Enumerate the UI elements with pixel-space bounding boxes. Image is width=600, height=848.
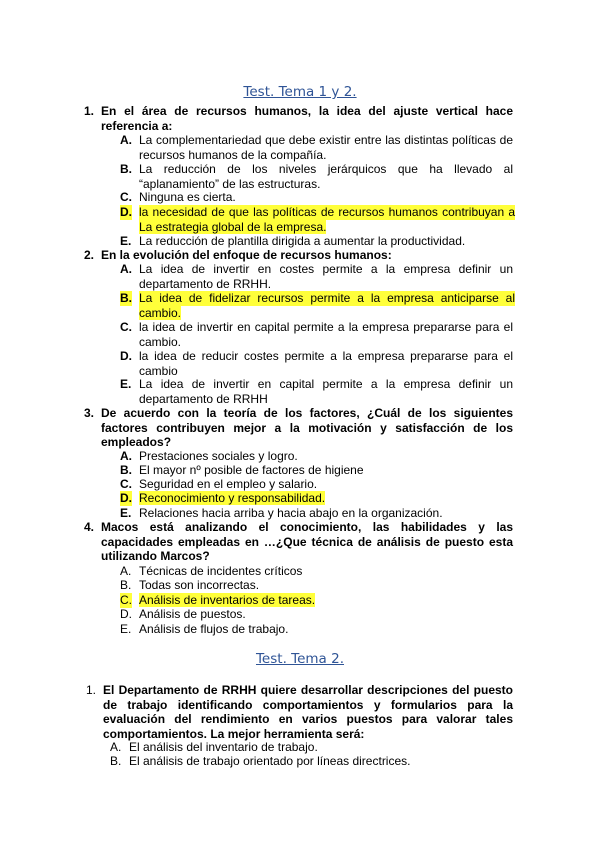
question-4: 4. Macos está analizando el conocimiento, las habilidades y las capacidades empleadas en …¿Que técnica de análisis de puesto esta utilizando Marcos?: [84, 520, 513, 563]
option-4c-highlighted: C. Análisis de inventarios de tareas.: [120, 593, 316, 607]
option-4e: E. Análisis de flujos de trabajo.: [120, 622, 289, 636]
option-1c: C. Ninguna es cierta.: [120, 190, 236, 204]
option-2a: A. La idea de invertir en costes permite a la empresa definir un departamento de RRHH.: [120, 262, 513, 291]
question-3: 3. De acuerdo con la teoría de los factores, ¿Cuál de los siguientes factores contribuyen mejor a la motivación y satisfacción de los empleados?: [84, 406, 513, 449]
heading-test-tema-1-y-2: Test. Tema 1 y 2.: [243, 84, 357, 100]
question-number: 1.: [84, 104, 95, 118]
option-2d: D. la idea de reducir costes permite a la empresa prepararse para el cambio: [120, 349, 513, 378]
option-4b: B. Todas son incorrectas.: [120, 578, 260, 592]
option-3d-highlighted: D. Reconocimiento y responsabilidad.: [120, 491, 326, 505]
option-3c: C. Seguridad en el empleo y salario.: [120, 477, 318, 491]
option-4d: D. Análisis de puestos.: [120, 607, 246, 621]
option-1b: B. La reducción de los niveles jerárquicos que ha llevado al “aplanamiento” de las estructuras.: [120, 162, 513, 191]
option-3a: A. Prestaciones sociales y logro.: [120, 449, 298, 463]
question-2: 2. En la evolución del enfoque de recursos humanos:: [84, 248, 392, 262]
option-3e: E. Relaciones hacia arriba y hacia abajo en la organización.: [120, 506, 443, 520]
heading-test-tema-2: Test. Tema 2.: [255, 651, 345, 667]
section2-question-1: 1. El Departamento de RRHH quiere desarrollar descripciones del puesto de trabajo identificando comportamientos y formularios para la evaluación del rendimiento en varios puestos para valorar tales comportamientos. La mejor herramienta será:: [86, 683, 513, 741]
option-1a: A. La complementariedad que debe existir entre las distintas políticas de recursos humanos de la compañía.: [120, 133, 513, 162]
option-3b: B. El mayor nº posible de factores de higiene: [120, 463, 364, 477]
option-1d-highlighted: D. la necesidad de que las políticas de recursos humanos contribuyan a La estrategia global de la empresa.: [120, 205, 515, 234]
option-2c: C. la idea de invertir en capital permite a la empresa prepararse para el cambio.: [120, 320, 513, 349]
section2-option-1b: B. El análisis de trabajo orientado por líneas directrices.: [110, 754, 411, 768]
option-4a: A. Técnicas de incidentes críticos: [120, 564, 303, 578]
question-1: [84, 104, 513, 133]
option-2b-highlighted: B. La idea de fidelizar recursos permite a la empresa anticiparse al cambio.: [120, 291, 515, 320]
option-2e: E. La idea de invertir en capital permite a la empresa definir un departamento de RRHH: [120, 377, 513, 406]
question-text: En el área de recursos humanos, la idea del ajuste vertical hace referencia a:: [101, 104, 513, 133]
section2-option-1a: A. El análisis del inventario de trabajo.: [110, 740, 318, 754]
option-1e: E. La reducción de plantilla dirigida a aumentar la productividad.: [120, 234, 466, 248]
